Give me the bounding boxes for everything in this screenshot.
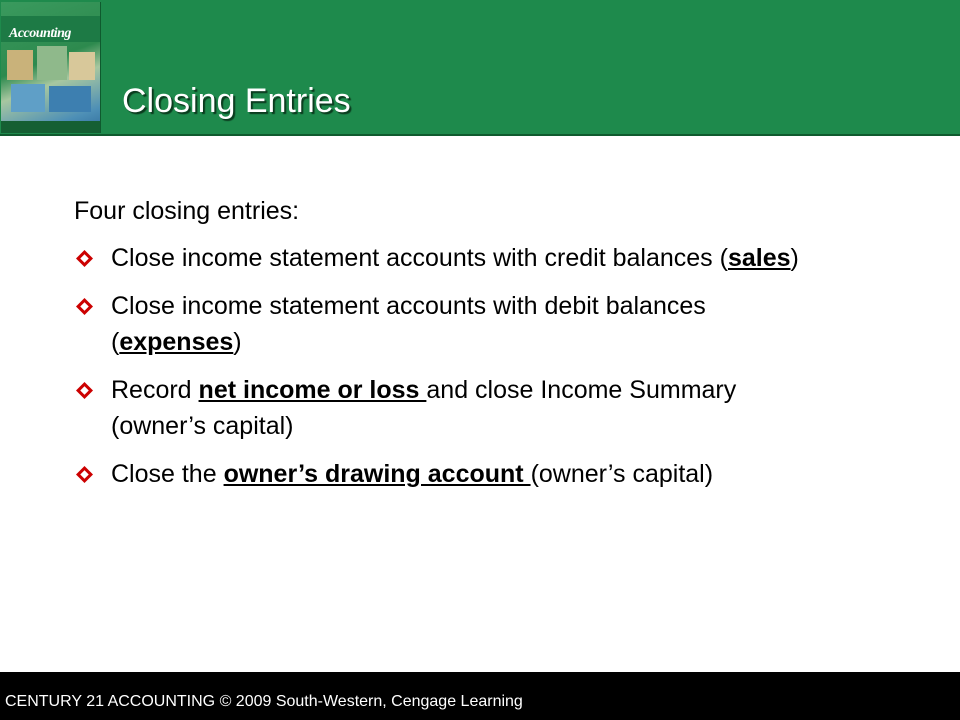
bullet-item xyxy=(74,240,801,276)
book-cover-footer xyxy=(1,121,100,133)
slide-title: Closing Entries xyxy=(122,82,351,120)
bullet-text-tail: ) xyxy=(790,244,799,272)
bullet-list xyxy=(74,240,894,492)
bullet-text-tail: and close Income Summary (owner’s capital) xyxy=(111,376,737,440)
intro-text: Four closing entries: xyxy=(74,197,300,225)
book-cover-image xyxy=(1,2,101,133)
key-term: expenses xyxy=(119,328,234,356)
diamond-outline-icon xyxy=(76,466,93,483)
key-term: sales xyxy=(727,244,791,272)
bullet-text: Record xyxy=(111,376,199,404)
diamond-outline-icon xyxy=(76,250,93,267)
footer-copyright: CENTURY 21 ACCOUNTING © 2009 South-Western, Cengage Learning xyxy=(5,693,523,710)
bullet-item xyxy=(74,372,801,444)
book-cover-tiles xyxy=(7,42,97,122)
bullet-text: Close income statement accounts with credit balances ( xyxy=(111,244,728,272)
bullet-text: Close income statement accounts with debit balances ( xyxy=(111,292,706,356)
bullet-text: Close the xyxy=(111,460,224,488)
diamond-outline-icon xyxy=(76,298,93,315)
header-divider xyxy=(0,134,960,136)
slide-content xyxy=(74,196,894,504)
bullet-item xyxy=(74,288,801,360)
diamond-outline-icon xyxy=(76,382,93,399)
key-term: net income or loss xyxy=(198,376,427,404)
bullet-text-tail: (owner’s capital) xyxy=(530,460,714,488)
key-term: owner’s drawing account xyxy=(223,460,531,488)
book-logo: Accounting xyxy=(9,26,71,41)
bullet-text-tail: ) xyxy=(233,328,242,356)
bullet-item xyxy=(74,456,801,492)
